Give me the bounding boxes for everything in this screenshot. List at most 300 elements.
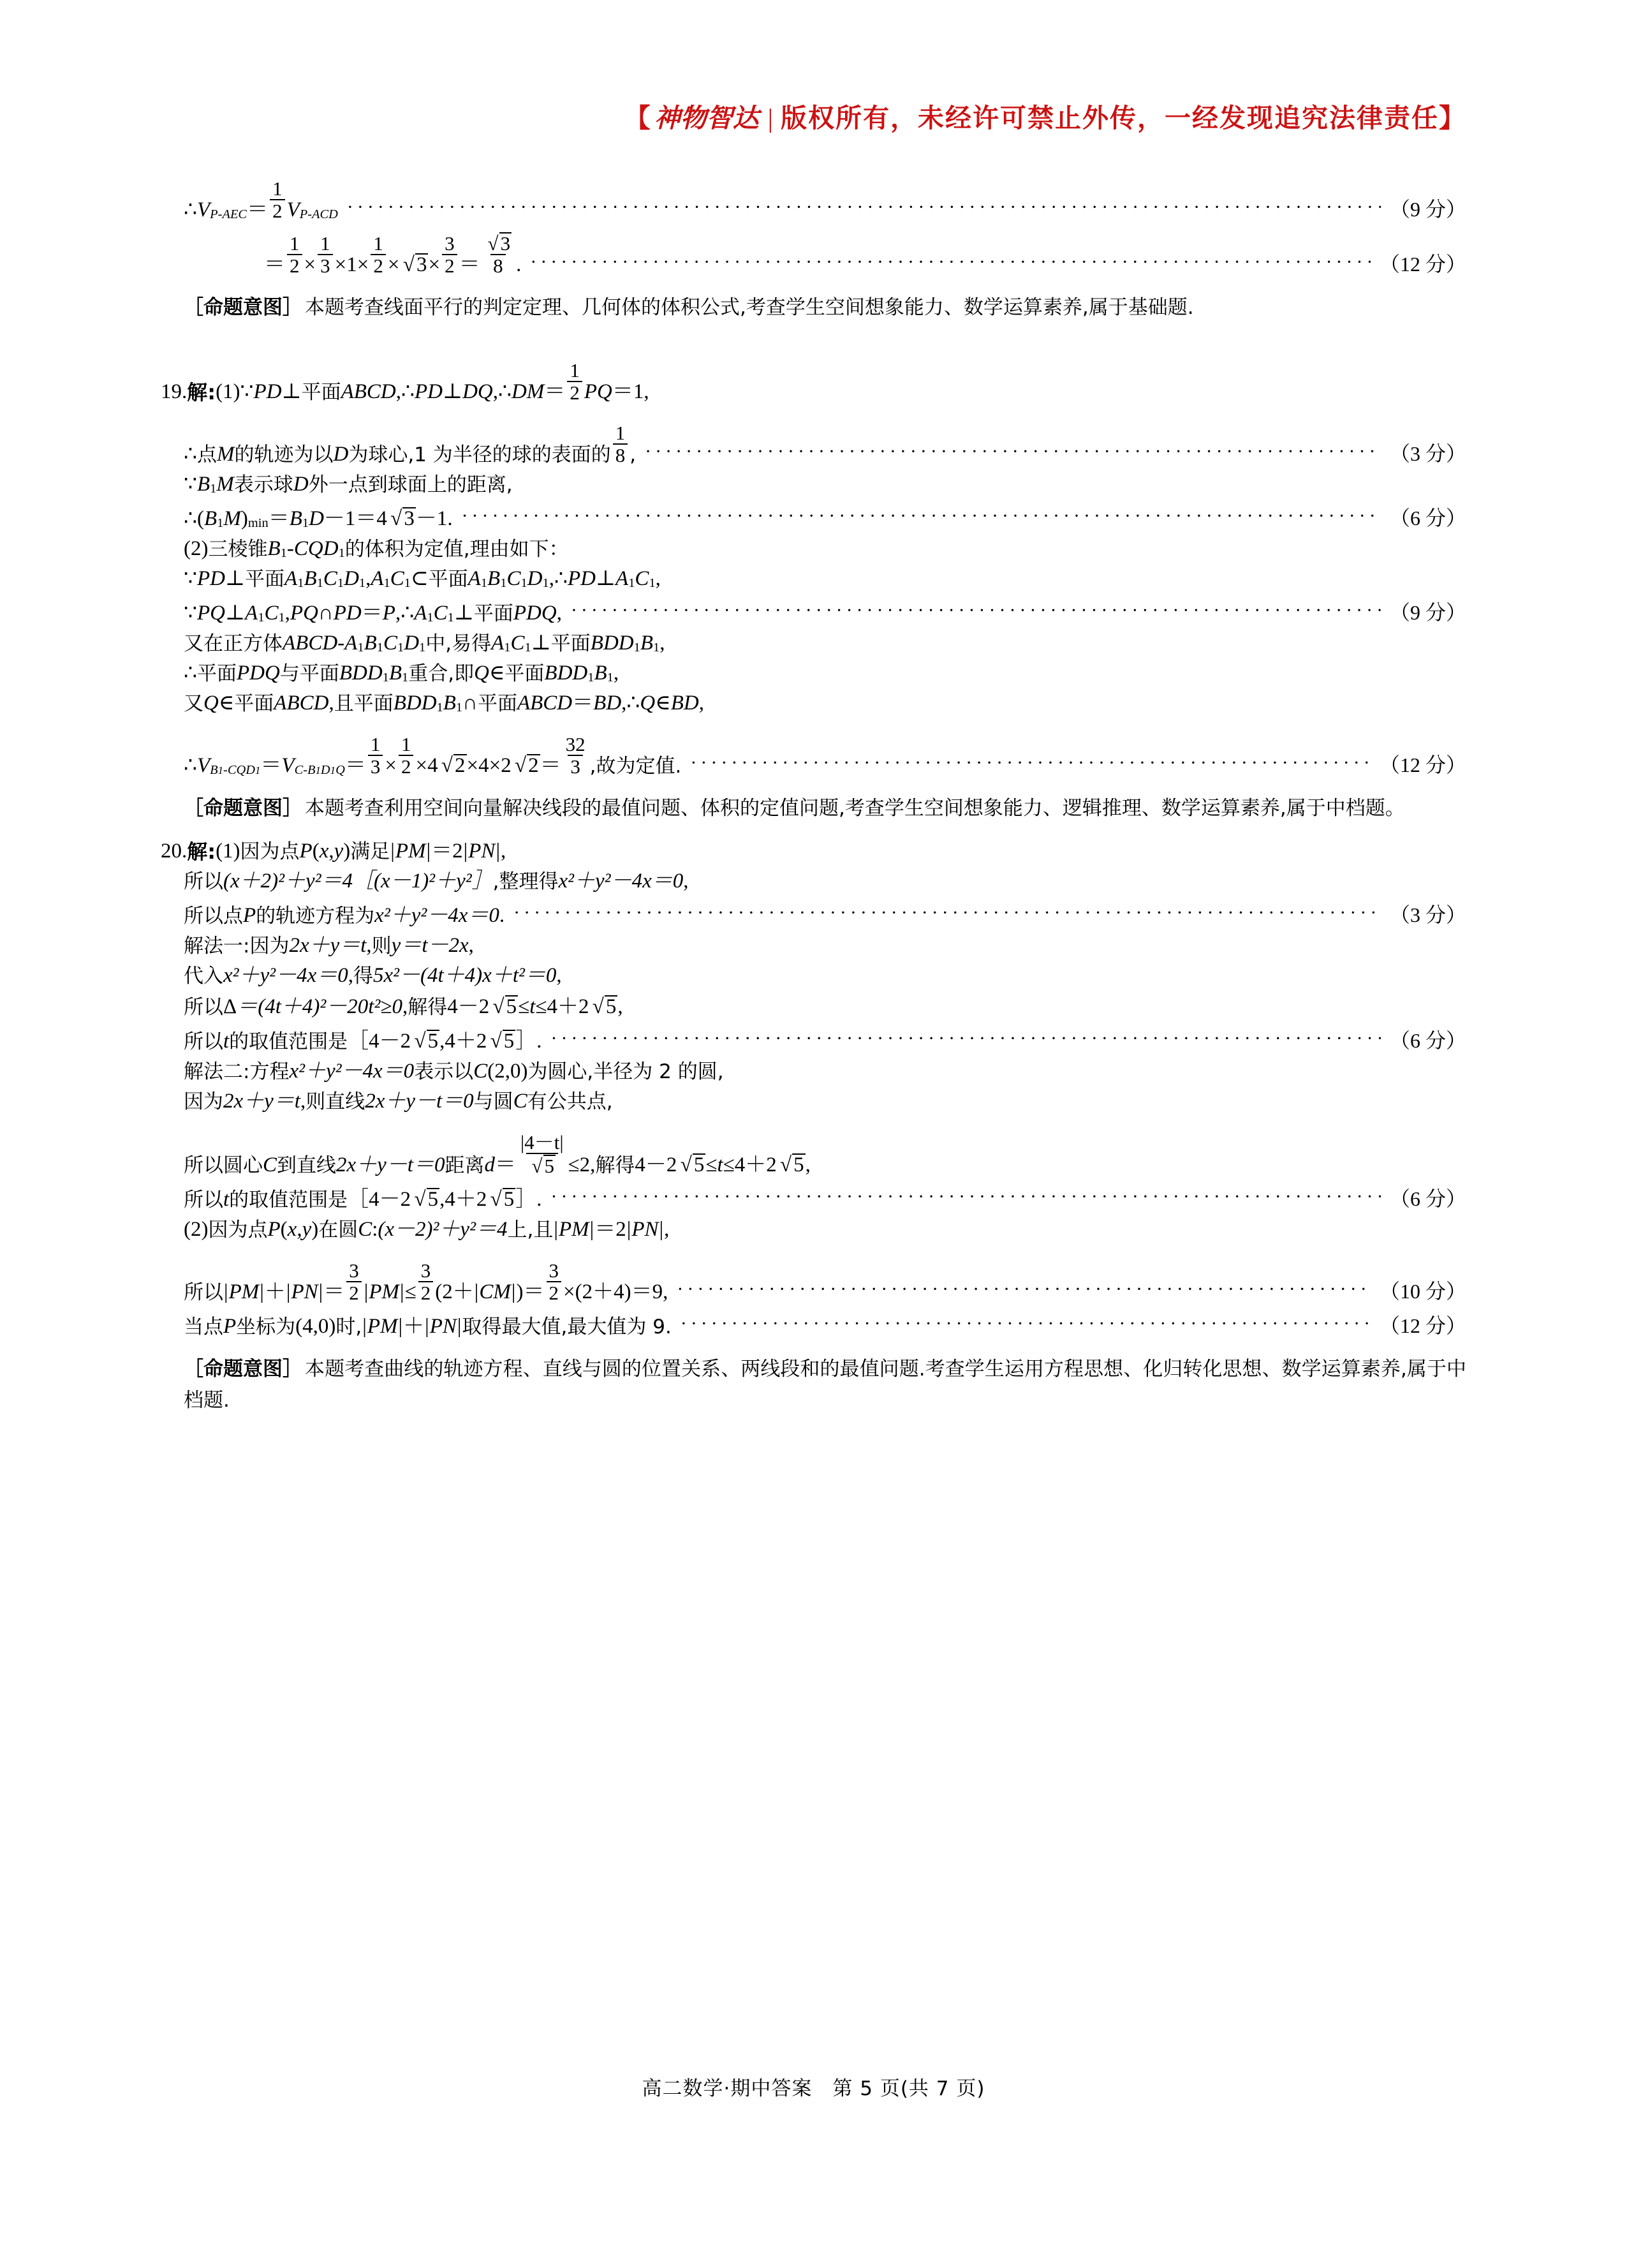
score-marker: （9 分） (1389, 198, 1466, 221)
point-q: Q (203, 692, 219, 715)
comma: , (655, 567, 661, 591)
q20-line-14 (161, 1312, 1466, 1337)
subscript-1: 1 (217, 515, 224, 530)
intersection-symbol: ∩ (318, 602, 334, 625)
close-paren: ) (311, 1218, 319, 1241)
so-word: 所以 (184, 870, 223, 894)
coordinate-y: y (302, 1218, 312, 1241)
equals-sign: ＝ (459, 253, 480, 277)
subscript-1: 1 (337, 575, 344, 590)
segment-bd: BD (670, 692, 699, 715)
comma: , (366, 934, 372, 958)
plane-bdd: BDD (544, 662, 588, 685)
subscript-1: 1 (338, 545, 345, 560)
coordinate-x: x (319, 840, 329, 863)
volume-symbol: V (197, 754, 210, 778)
subscript-1: 1 (542, 575, 549, 590)
q20-intent-block (161, 1354, 1466, 1416)
circle-center-c: C (263, 1153, 277, 1177)
dash: - (286, 537, 294, 561)
sqrt-five: √5 (680, 1153, 705, 1177)
less-equal-sign: ≤ (568, 1153, 580, 1177)
result-nine: 9 (652, 1280, 663, 1304)
times-sign: × (387, 253, 400, 277)
perpendicular-symbol: ⊥ (453, 602, 474, 625)
perpendicular-symbol: ⊥ (443, 380, 463, 404)
constant-volume-text: 的体积为定值,理由如下： (344, 538, 569, 561)
segment-pn: PN (429, 1315, 457, 1338)
point-word: 点 (197, 443, 217, 467)
subscript-1: 1 (258, 610, 265, 625)
subscript-1: 1 (210, 481, 217, 496)
volume-symbol-2: V (286, 198, 300, 222)
subscript-1: 1 (633, 640, 640, 655)
segment-pq: PQ (197, 602, 225, 625)
therefore-symbol: ∴ (497, 380, 512, 404)
because-symbol: ∵ (184, 473, 197, 496)
score-marker: （12 分） (1379, 753, 1466, 777)
q20-line-11 (161, 1185, 1466, 1210)
therefore-symbol: ∴ (401, 602, 415, 625)
vertex-b: B (640, 632, 653, 655)
question-number-19: 19. (161, 380, 188, 404)
upper-bound: 4＋2 (445, 1030, 487, 1053)
equals-sign: ＝ (631, 1280, 652, 1304)
open-paren: ( (435, 1280, 443, 1304)
subscript-1: 1 (500, 575, 507, 590)
abs-bar: | (224, 1280, 228, 1304)
subscript-1: 1 (653, 640, 660, 655)
fraction-1-3: $\frac{1}{3}$ (368, 734, 383, 776)
line-equation: 2x＋y－t＝0 (365, 1090, 474, 1113)
vertex-a: A (245, 602, 258, 625)
leader-dots (530, 250, 1371, 272)
plus-sign: ＋ (403, 1315, 425, 1338)
plane-pdq: PDQ (237, 662, 280, 685)
coordinate-y: y (334, 840, 344, 863)
circle-equation: (x－2)²＋y²＝4 (378, 1218, 508, 1241)
volume-subscript-pacd: P-ACD (299, 207, 338, 221)
comma: , (621, 692, 627, 715)
comma: , (439, 1188, 445, 1212)
vertex-c: C (323, 567, 337, 591)
therefore-symbol: ∴ (184, 662, 197, 685)
point-b1: B (197, 473, 210, 496)
satisfies-text: 满足 (350, 840, 390, 864)
circle-c: C (513, 1090, 527, 1113)
abs-bar: | (496, 840, 501, 863)
less-equal-sign: ≤ (404, 1280, 416, 1304)
period: . (536, 1030, 542, 1053)
fraction-1-2: $\frac{1}{2}$ (287, 233, 302, 276)
q20-line-6 (161, 995, 1466, 1018)
point-p: P (243, 904, 256, 928)
footer-text: 高二数学·期中答案 第 5 页(共 7 页) (642, 2077, 985, 2100)
to-line-text: 到直线 (277, 1154, 337, 1178)
abs-bar: | (626, 1218, 631, 1241)
number-one: 1 (633, 380, 644, 404)
segment-dq: DQ (462, 380, 493, 404)
open-bracket: ［ (348, 1030, 369, 1053)
sqrt-five: √5 (414, 1188, 439, 1212)
point-p: P (299, 840, 313, 863)
vertex-a: A (344, 632, 358, 655)
fraction-one-half: $\frac{1}{2}$ (270, 179, 285, 221)
therefore-symbol: ∴ (184, 507, 197, 531)
leader-dots (681, 1312, 1371, 1333)
q20-line-12 (161, 1219, 1466, 1240)
comma: , (395, 602, 401, 625)
sqrt-two: √2 (441, 754, 466, 778)
trajectory-equation: x²＋y²－4x＝0 (374, 904, 499, 928)
range-text: 的取值范围是 (229, 1189, 348, 1212)
vertex-a: A (414, 602, 427, 625)
subscript-1: 1 (402, 670, 409, 685)
sphere-surface-text: 为球心,1 为半径的球的表面的 (348, 443, 611, 467)
q19-line-6 (161, 568, 1466, 589)
subscript-1: 1 (447, 610, 454, 625)
q20-line-5 (161, 965, 1466, 986)
on-circle-text: 在圆 (318, 1219, 358, 1242)
segment-pn: PN (631, 1218, 659, 1241)
equals-sign: ＝ (247, 198, 269, 222)
abs-bar: | (463, 840, 468, 863)
times-sign: × (385, 754, 397, 778)
discriminant-symbol: Δ (223, 995, 237, 1019)
times-sign: × (357, 253, 369, 277)
leader-dots (462, 504, 1381, 526)
point-b: B (267, 537, 281, 561)
distance-word: 距离 (445, 1154, 485, 1178)
subscript-1: 1 (383, 575, 390, 590)
comma: , (698, 692, 704, 715)
plane-abcd: ABCD (341, 380, 396, 404)
so-word: 所以 (184, 1030, 223, 1054)
q19-line-10 (161, 693, 1466, 714)
variable-t: t (223, 1030, 230, 1053)
sqrt-two: √2 (515, 754, 539, 778)
cube-text: 又在正方体 (184, 632, 283, 656)
comma: , (556, 602, 562, 625)
segment-pm: PM (367, 1315, 398, 1338)
times-sign: × (304, 253, 316, 277)
plane-word: 平面 (473, 602, 513, 626)
method-one-label: 解法一: (184, 935, 250, 958)
equals-sign: ＝ (431, 840, 453, 863)
subscript-1: 1 (455, 700, 463, 715)
plane-word: 平面 (428, 568, 468, 591)
fraction-1-2-b: $\frac{1}{2}$ (371, 233, 386, 276)
therefore-symbol: ∴ (401, 380, 415, 404)
point-q: Q (474, 662, 489, 685)
vertex-b: B (594, 662, 607, 685)
point-m: M (216, 473, 234, 496)
constant-value-text: ,故为定值. (589, 755, 682, 778)
subscript-1: 1 (480, 575, 488, 590)
vertex-c: C (383, 632, 397, 655)
less-equal-sign: ≤ (518, 995, 530, 1019)
point-b: B (289, 507, 302, 531)
segment-pd: PD (197, 567, 225, 591)
vertex-b: B (364, 632, 377, 655)
equals-sign: ＝ (355, 507, 377, 531)
point-p: P (267, 1218, 281, 1241)
line-equation: 2x＋y－t＝0 (336, 1153, 445, 1177)
times-sign: × (415, 754, 428, 778)
vertex-a: A (615, 567, 629, 591)
common-point-text: 有公共点, (527, 1090, 613, 1114)
subscript-1: 1 (607, 670, 614, 685)
less-equal-sign: ≤ (535, 995, 547, 1019)
subscript-1: 1 (382, 670, 389, 685)
equals-sign: ＝ (260, 754, 282, 778)
close-bracket: ］ (515, 1188, 537, 1212)
then-word: 则 (371, 935, 392, 958)
fraction-32-3: $\frac{32}{3}$ (565, 733, 585, 778)
segment-pq: PQ (584, 380, 612, 404)
vertex-a: A (491, 632, 504, 655)
plane-abcd: ABCD (517, 692, 573, 715)
score-marker: （3 分） (1389, 442, 1466, 466)
abs-bar: | (390, 840, 395, 863)
subscript-1: 1 (524, 640, 531, 655)
equation-expanded: (x＋2)²＋y²＝4［(x－1)²＋y²］ (223, 870, 493, 893)
comma: , (683, 870, 689, 893)
equals-sign: ＝ (572, 692, 594, 715)
comma: , (805, 1153, 811, 1177)
intent-label: ［命题意图］ (184, 1358, 302, 1381)
watermark-brand-logo: 神物智达 (654, 103, 759, 133)
comma: , (617, 995, 623, 1019)
volume-subscript-paec: P-AEC (210, 207, 247, 221)
element-of-symbol: ∈ (218, 692, 235, 715)
equals-sign: ＝ (594, 1218, 616, 1241)
q19-intent-block (161, 793, 1466, 824)
part-label-2: (2) (184, 1218, 209, 1241)
subscript-1: 1 (404, 575, 411, 590)
sum-paren: (2＋4) (575, 1280, 631, 1304)
plane-word: 平面 (504, 662, 545, 686)
so-word: 所以 (184, 1189, 223, 1212)
fraction-1-8: $\frac{1}{8}$ (613, 423, 628, 465)
variable-t: t (717, 1153, 723, 1177)
therefore-symbol: ∴ (184, 443, 197, 466)
sqrt-five: √5 (490, 1188, 515, 1212)
fraction-3-2: $\frac{3}{2}$ (418, 1261, 434, 1303)
point-b: B (204, 507, 217, 531)
page-content (161, 167, 1466, 1416)
comma: , (663, 1280, 668, 1304)
open-paren: ( (280, 1218, 288, 1241)
so-word: 所以 (184, 996, 223, 1019)
comma: , (348, 964, 353, 988)
vertex-b: B (388, 662, 402, 685)
sqrt-five: √5 (490, 1030, 515, 1053)
segment-pn: PN (291, 1280, 318, 1304)
perpendicular-symbol: ⊥ (225, 602, 246, 625)
q19-line-9 (161, 663, 1466, 684)
score-marker: （9 分） (1389, 601, 1466, 625)
abs-bar: | (400, 1280, 404, 1304)
q19-line-7 (161, 598, 1466, 624)
equation-y-equals: y＝t－2x (391, 934, 469, 958)
number-two: 2 (452, 840, 463, 863)
comma: , (328, 840, 334, 863)
fraction-1-2: $\frac{1}{2}$ (567, 360, 582, 403)
volume-subscript-cb1d1q: C-B1D1Q (294, 762, 345, 777)
comma: , (613, 662, 619, 685)
sqrt-five: √5 (414, 1030, 439, 1053)
abs-bar: | (474, 1280, 479, 1304)
q20-line-1 (161, 841, 1466, 862)
part-label-1: (1) (216, 840, 240, 863)
perpendicular-symbol: ⊥ (225, 567, 246, 591)
comma: , (629, 443, 637, 467)
abs-bar: | (425, 1315, 429, 1338)
variable-t: t (529, 995, 536, 1019)
score-marker: （6 分） (1389, 1187, 1466, 1211)
abs-bar: | (398, 1315, 403, 1338)
equation-2x-plus-y: 2x＋y＝t (289, 934, 367, 958)
because-symbol: ∵ (240, 380, 254, 404)
because-word: 因为 (249, 935, 290, 958)
times-sign: × (563, 1280, 575, 1304)
score-marker: （6 分） (1389, 1029, 1466, 1053)
watermark-open-bracket: 【 (624, 103, 652, 133)
intersection-symbol: ∩ (462, 692, 478, 715)
question-number-20: 20. (161, 840, 188, 863)
segment-pm: PM (395, 840, 426, 863)
when-point-text: 当点 (184, 1316, 223, 1339)
abs-bar: | (362, 1315, 367, 1338)
also-word: 又 (184, 692, 203, 716)
trajectory-equation-text: 的轨迹方程为 (256, 905, 375, 928)
comma: , (297, 1218, 302, 1241)
sqrt-three: √3 (402, 253, 427, 277)
vertices-cqd: CQD (293, 537, 339, 561)
abs-bar: | (364, 1280, 369, 1304)
close-paren: ) (343, 840, 351, 863)
number-four: 4 (478, 754, 489, 778)
intent-text: 本题考查利用空间向量解决线段的最值问题、体积的定值问题,考查学生空间想象能力、逻辑推理、数学运算素养,属于中档题。 (305, 797, 1405, 820)
times-sign: × (466, 754, 479, 778)
segment-pn: PN (468, 840, 496, 863)
because-word: 因为 (184, 1090, 223, 1114)
equation-simplified: x²＋y²－4x＝0 (558, 870, 684, 893)
part-label-1: (1) (216, 380, 240, 404)
sqrt-three: √3 (390, 507, 415, 531)
equals-sign: ＝ (544, 380, 566, 404)
plus-sign: ＋ (264, 1280, 286, 1304)
vertex-b: B (487, 567, 501, 591)
sqrt-five: √5 (780, 1153, 804, 1177)
comma: , (501, 840, 506, 863)
subset-symbol: ⊂ (411, 567, 429, 591)
solve-word: 解得 (408, 996, 448, 1019)
plane-word: 平面 (301, 381, 341, 404)
segment-pd: PD (333, 602, 362, 625)
segment-dm: DM (511, 380, 545, 404)
q20-line-13 (161, 1261, 1466, 1303)
subscript-1: 1 (278, 610, 285, 625)
segment-pm: PM (369, 1280, 400, 1304)
less-equal-sign: ≤ (723, 1153, 735, 1177)
period: . (516, 253, 522, 277)
abs-bar: | (554, 1218, 558, 1241)
coordinates-word: 坐标为 (236, 1316, 296, 1339)
distance-text: 外一点到球面上的距离, (308, 473, 513, 497)
open-paren: ( (197, 507, 204, 531)
therefore-symbol: ∴ (184, 198, 197, 222)
variable-t: t (223, 1188, 230, 1212)
close-bracket: ］ (515, 1030, 537, 1053)
comma: , (365, 567, 371, 591)
coincide-text: 重合,即 (408, 662, 475, 686)
subscript-1: 1 (504, 640, 511, 655)
so-word: 所以 (184, 1281, 223, 1305)
q20-line-8 (161, 1061, 1466, 1082)
easy-to-get-text: 中,易得 (425, 632, 492, 656)
point-d: D (333, 443, 349, 466)
subscript-1: 1 (419, 640, 426, 655)
plane-bdd: BDD (590, 632, 634, 655)
watermark-text: 版权所有，未经许可禁止外传，一经发现追究法律责任 (781, 103, 1439, 133)
solution-label: 解: (187, 840, 216, 864)
number-two: 2 (615, 1218, 626, 1241)
score-marker: （3 分） (1389, 903, 1466, 927)
quadratic-equation: 5x²－(4t＋4)x＋t²＝0 (372, 964, 557, 988)
comma: , (439, 1030, 445, 1053)
leader-dots (690, 751, 1371, 773)
range-text: 的取值范围是 (229, 1030, 348, 1054)
plane-word: 平面 (245, 568, 285, 591)
leader-dots (571, 598, 1381, 620)
point-m: M (223, 507, 241, 531)
period: . (536, 1188, 542, 1212)
q20-line-7 (161, 1027, 1466, 1052)
coordinate-x: x (287, 1218, 297, 1241)
abs-bar: | (260, 1280, 264, 1304)
score-marker: （6 分） (1389, 507, 1466, 530)
circle-c: C (358, 1218, 372, 1241)
subscript-1: 1 (520, 575, 527, 590)
and-plane-text: 且平面 (334, 692, 394, 716)
solution-label: 解: (187, 380, 216, 405)
lower-bound: 4－2 (369, 1188, 411, 1212)
fraction-distance: $\frac{|4-t|}{√5}$ (520, 1131, 564, 1178)
equals-sign: ＝ (540, 754, 561, 778)
subscript-1: 1 (357, 640, 364, 655)
score-marker: （12 分） (1379, 1314, 1466, 1338)
period: . (499, 904, 505, 928)
intent-text: 本题考查曲线的轨迹方程、直线与圆的位置关系、两线段和的最值问题.考查学生运用方程思想、化归转化思想、数学运算素养,属于中档题. (184, 1358, 1466, 1412)
q20-line-4 (161, 935, 1466, 956)
leader-dots (347, 195, 1381, 217)
open-bracket: ［ (348, 1188, 369, 1212)
point-coordinates: (4,0) (295, 1315, 336, 1338)
fraction-3-2: $\frac{3}{2}$ (442, 233, 457, 276)
subscript-1: 1 (427, 610, 434, 625)
subscript-1: 1 (587, 670, 594, 685)
comma: , (556, 964, 562, 988)
subscript-1: 1 (358, 575, 366, 590)
vertex-c: C (390, 567, 404, 591)
equals-sign: ＝ (323, 1280, 345, 1304)
comma: , (300, 1090, 306, 1113)
therefore-symbol: ∴ (184, 754, 197, 778)
abs-bar: | (659, 1218, 664, 1241)
sphere-d: D (293, 473, 309, 496)
